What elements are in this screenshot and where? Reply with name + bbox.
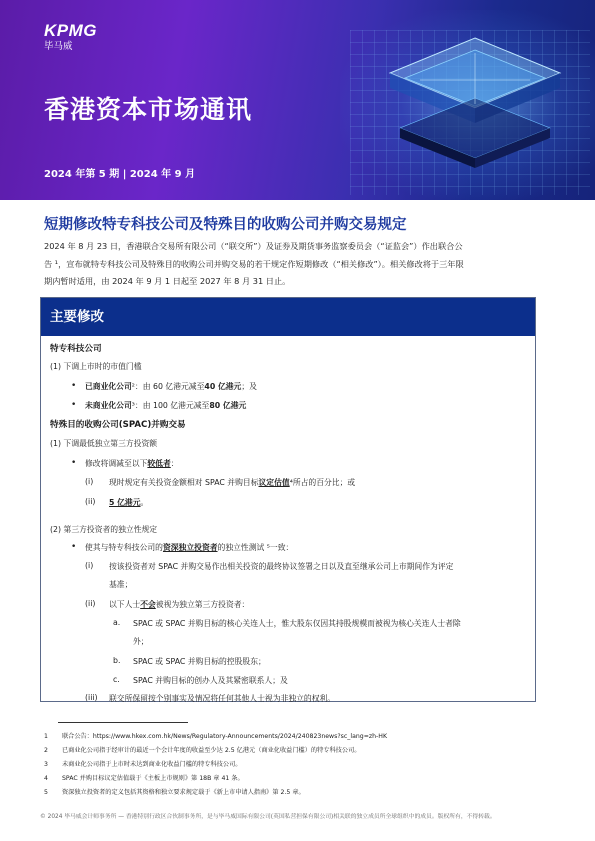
text: 现时规定有关投资金额相对 SPAC 并购目标 — [109, 478, 259, 487]
text: ⁴所占的百分比；或 — [289, 478, 356, 487]
kpmg-logo — [44, 22, 97, 53]
footnote-number: 3 — [44, 761, 48, 768]
footnote — [44, 745, 360, 754]
list-item: 联交所保留按个别事实及情况将任何其他人士视为非独立的权利。 — [109, 694, 336, 703]
text: 使其与特专科技公司的 — [85, 543, 163, 552]
list-item: SPAC 或 SPAC 并购目标的控股股东； — [133, 657, 266, 666]
list-item — [109, 497, 148, 508]
intro-line: 告 ¹，宣布就特专科技公司及特殊目的收购公司并购交易的若干规定作短期修改（“相关修改”）。相关修改将于三年限 — [44, 258, 464, 269]
article-title: 短期修改特专科技公司及特殊目的收购公司并购交易规定 — [44, 217, 407, 233]
footnote — [44, 759, 241, 768]
footnote-text: 资深独立投资者的定义包括其资格和独立要求规定载于《新上市申请人指南》第 2.5 章。 — [62, 789, 305, 796]
bold-term: 资深独立投资者 — [162, 543, 218, 552]
value: 80 亿港元 — [209, 401, 247, 410]
sub-heading: (1) 下调最低独立第三方投资额 — [50, 439, 158, 448]
list-item — [109, 599, 249, 610]
letter-marker: b. — [113, 656, 121, 665]
footnote-text: 联合公告：https://www.hkex.com.hk/News/Regulatory-Announcements/2024/240823news?sc_lang=zh-HK — [62, 733, 388, 740]
sup: ² — [131, 382, 135, 391]
list-item — [109, 477, 355, 488]
footnote-number: 4 — [44, 775, 48, 782]
roman-numeral: (i) — [85, 561, 94, 570]
text: 被视为独立第三方投资者： — [155, 600, 250, 609]
bullet-item — [85, 458, 179, 469]
text: 修改将调减至以下 — [85, 459, 148, 468]
footnote — [44, 731, 387, 740]
value: 5 亿港元 — [109, 498, 141, 507]
bold-term: 议定估值 — [258, 478, 290, 487]
footnote-divider — [58, 722, 188, 723]
text: 的独立性测试 ⁵一致： — [217, 543, 294, 552]
roman-numeral: (ii) — [85, 497, 96, 506]
value: 40 亿港元 — [204, 382, 242, 391]
bold-term: 较低者 — [147, 459, 171, 468]
footnote-text: 已商业化公司指于经审计的最近一个会计年度的收益至少达 2.5 亿港元（商业化收益门槛）的特专科技公司。 — [62, 747, 361, 754]
sub-heading: (1) 下调上市时的市值门槛 — [50, 362, 142, 371]
roman-numeral: (ii) — [85, 599, 96, 608]
bold-term: 已商业化公司 — [85, 382, 132, 391]
bullet-item — [85, 381, 257, 392]
key-changes-box — [40, 297, 536, 702]
hero-banner — [0, 0, 595, 200]
footnote — [44, 787, 305, 796]
footnote-number: 1 — [44, 733, 48, 740]
chip-illustration-icon — [380, 28, 570, 178]
bullet-item — [85, 400, 246, 411]
issue-label: 2024 年第 5 期 | 2024 年 9 月 — [44, 169, 196, 180]
list-item: 按该投资者对 SPAC 并购交易作出相关投资的最终协议签署之日以及直至继承公司上市期间作为评定 — [109, 562, 454, 571]
legal-notice: © 2024 毕马威会计师事务所 — 香港特别行政区合伙制事务所，是与毕马威国际有限公司(英国私营担保有限公司)相关联的独立成员所全球组织中的成员。版权所有，不得转载。 — [40, 814, 496, 820]
intro-line: 2024 年 8 月 23 日，香港联合交易所有限公司（“联交所”）及证券及期货事务监察委员会（“证监会”）作出联合公 — [44, 241, 463, 251]
sub-heading: (2) 第三方投资者的独立性规定 — [50, 525, 158, 534]
footnote-number: 2 — [44, 747, 48, 754]
footnote — [44, 773, 244, 782]
bold-term: 不会 — [140, 600, 156, 609]
intro-paragraph — [44, 238, 554, 291]
text: ；及 — [241, 382, 257, 391]
text: ： — [170, 459, 179, 468]
sup: ³ — [131, 401, 135, 410]
roman-numeral: (iii) — [85, 693, 98, 702]
bold-term: 未商业化公司 — [85, 401, 132, 410]
publication-title: 香港资本市场通讯 — [44, 95, 253, 124]
intro-line: 期内暂时适用，由 2024 年 9 月 1 日起至 2027 年 8 月 31 日止。 — [44, 276, 291, 286]
bullet-item — [85, 542, 293, 553]
letter-marker: a. — [113, 618, 121, 627]
footnote-number: 5 — [44, 789, 48, 796]
logo-subtitle: 毕马威 — [44, 41, 73, 52]
text: ：由 60 亿港元减至 — [134, 382, 205, 391]
section-heading: 特专科技公司 — [50, 344, 102, 354]
footnote-text: 未商业化公司指于上市时未达到商业化收益门槛的特专科技公司。 — [62, 761, 242, 768]
text: 。 — [140, 498, 149, 507]
roman-numeral: (i) — [85, 477, 94, 486]
text: ：由 100 亿港元减至 — [134, 401, 210, 410]
box-header: 主要修改 — [41, 298, 535, 336]
letter-marker: c. — [113, 675, 120, 684]
text: 以下人士 — [109, 600, 141, 609]
list-item-continued: 基准； — [109, 580, 133, 589]
logo-brand: KPMG — [44, 21, 97, 40]
list-item: SPAC 并购目标的创办人及其紧密联系人；及 — [133, 676, 288, 685]
footnote-text: SPAC 并购目标议定估值载于《主板上市规则》第 18B 章 41 条。 — [62, 775, 244, 782]
list-item-continued: 外； — [133, 637, 149, 646]
section-heading: 特殊目的收购公司(SPAC)并购交易 — [50, 420, 186, 430]
list-item: SPAC 或 SPAC 并购目标的核心关连人士，惟大股东仅因其持股规模而被视为核心关连人士者除 — [133, 619, 461, 628]
